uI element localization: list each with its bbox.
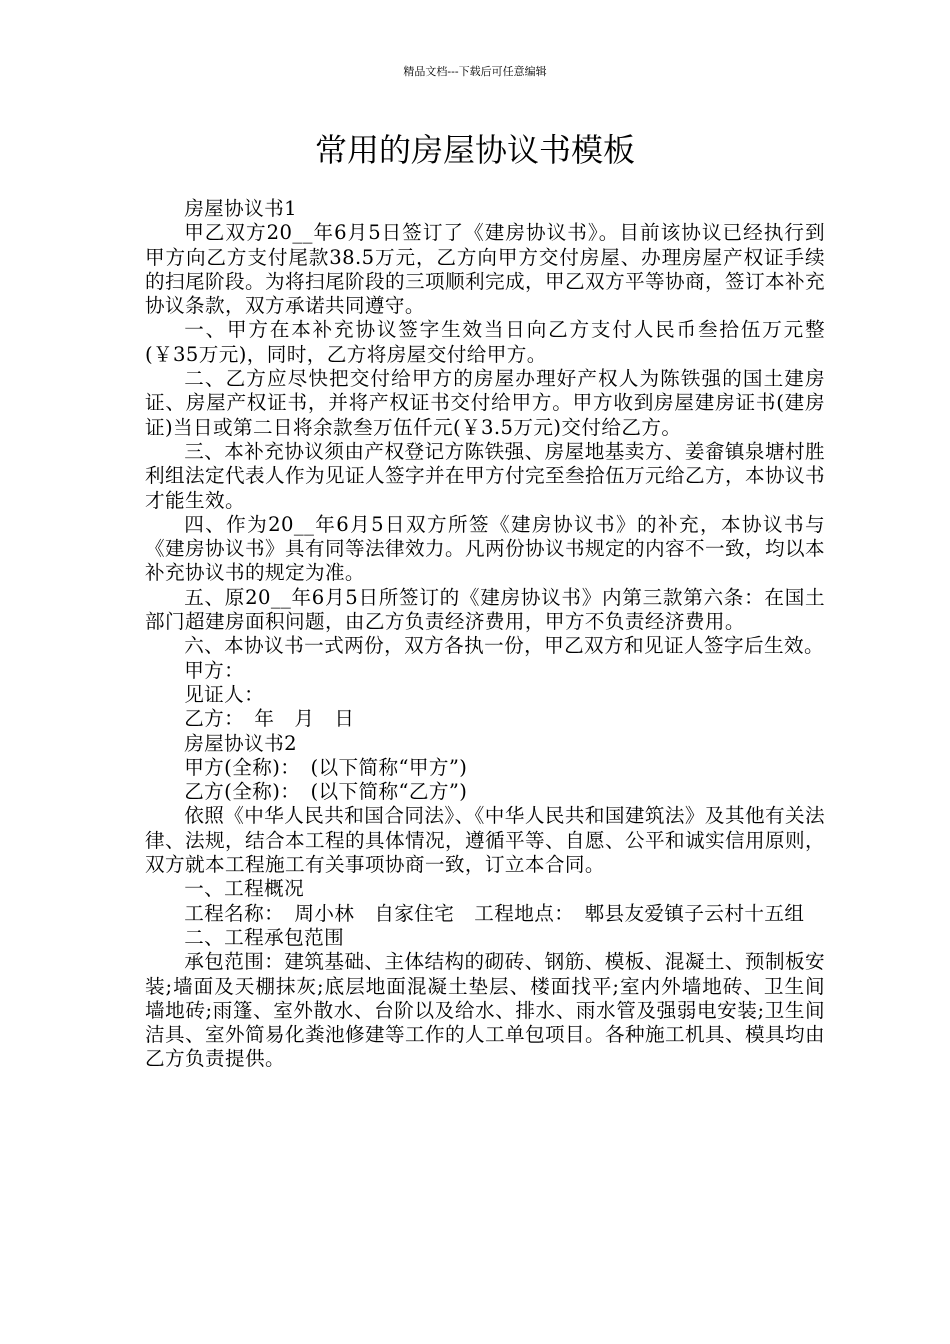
heading-contract-scope: 二、工程承包范围 xyxy=(184,925,345,949)
paragraph-contract-scope: 承包范围：建筑基础、主体结构的砌砖、钢筋、模板、混凝土、预制板安装;墙面及天棚抹灰;底层地面混凝土垫层、楼面找平;室内外墙地砖、卫生间墙地砖;雨篷、室外散水、台阶以及给水、排水、雨水管及强弱电安装;卫生间洁具、室外简易化粪池修建等工作的人工单包项目。各种施工机具、模具均由乙方负责提供。 xyxy=(145,950,825,1071)
party-b-full-name: 乙方(全称)： (以下简称“乙方”) xyxy=(184,780,468,804)
clause-4: 四、作为20__年6月5日双方所签《建房协议书》的补充，本协议书与《建房协议书》具有同等法律效力。凡两份协议书规定的内容不一致，均以本补充协议书的规定为准。 xyxy=(145,512,825,585)
heading-project-overview: 一、工程概况 xyxy=(184,877,305,901)
signature-witness: 见证人： xyxy=(184,682,265,706)
paragraph-intro: 甲乙双方20__年6月5日签订了《建房协议书》。目前该协议已经执行到甲方向乙方支付尾款38.5万元，乙方向甲方交付房屋、办理房屋产权证手续的扫尾阶段。为将扫尾阶段的三项顺利完成，甲乙双方平等协商，签订本补充协议条款，双方承诺共同遵守。 xyxy=(145,221,825,318)
clause-6: 六、本协议书一式两份，双方各执一份，甲乙双方和见证人签字后生效。 xyxy=(184,634,824,658)
header-note: 精品文档---下载后可任意编辑 xyxy=(403,65,547,78)
signature-party-a: 甲方： xyxy=(184,658,245,682)
clause-1: 一、甲方在本补充协议签字生效当日向乙方支付人民币叁拾伍万元整(￥35万元)，同时，乙方将房屋交付给甲方。 xyxy=(145,318,825,366)
party-a-full-name: 甲方(全称)： (以下简称“甲方”) xyxy=(184,755,468,779)
paragraph-legal-basis: 依照《中华人民共和国合同法》、《中华人民共和国建筑法》及其他有关法律、法规，结合本工程的具体情况，遵循平等、自愿、公平和诚实信用原则，双方就本工程施工有关事项协商一致，订立本合同。 xyxy=(145,804,825,877)
project-name-location: 工程名称： 周小林 自家住宅 工程地点： 郫县友爱镇子云村十五组 xyxy=(184,901,805,925)
document-body xyxy=(145,197,825,1072)
section-heading-agreement-2: 房屋协议书2 xyxy=(184,731,298,755)
document-title: 常用的房屋协议书模板 xyxy=(314,131,635,169)
section-heading-agreement-1: 房屋协议书1 xyxy=(184,197,298,220)
signature-party-b-date: 乙方： 年 月 日 xyxy=(184,707,355,731)
clause-3: 三、本补充协议须由产权登记方陈铁强、房屋地基卖方、姜畲镇泉塘村胜利组法定代表人作为见证人签字并在甲方付完至叁拾伍万元给乙方，本协议书才能生效。 xyxy=(145,439,825,512)
clause-2: 二、乙方应尽快把交付给甲方的房屋办理好产权人为陈铁强的国土建房证、房屋产权证书，并将产权证书交付给甲方。甲方收到房屋建房证书(建房证)当日或第二日将余款叁万伍仟元(￥3.5万元)交付给乙方。 xyxy=(145,367,825,439)
clause-5: 五、原20__年6月5日所签订的《建房协议书》内第三款第六条：在国土部门超建房面积问题，由乙方负责经济费用，甲方不负责经济费用。 xyxy=(145,585,825,634)
